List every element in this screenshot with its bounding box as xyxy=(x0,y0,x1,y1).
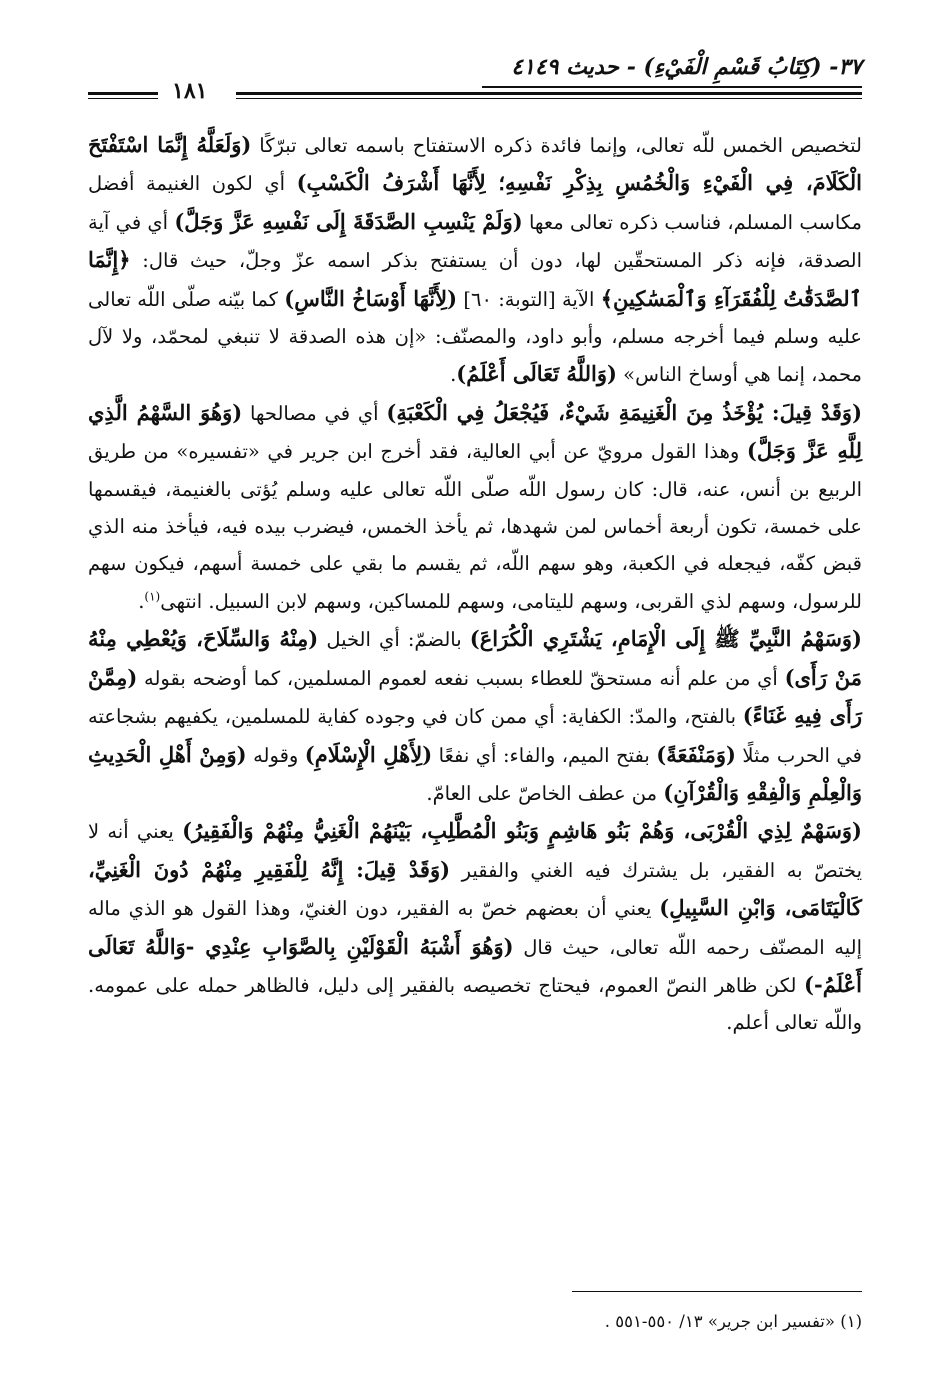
commentary-text: أي لكون الغنيمة أفضل مكاسب المسلم، فناسب ذكره تعالى معها xyxy=(88,172,862,234)
commentary-text: بالضمّ: أي الخيل xyxy=(318,628,470,652)
footnote: (١) «تفسير ابن جرير» ١٣/ ٥٥٠-٥٥١ . xyxy=(604,1312,862,1331)
book-page xyxy=(88,48,862,1348)
quoted-matn: (وَمَنْفَعَةً) xyxy=(656,741,736,767)
paragraph xyxy=(88,394,862,620)
commentary-text: أي في آية الصدقة، فإنه ذكر المستحقّين لها، دون أن يستفتح بذكر اسمه عزّ وجلّ، حيث قال: xyxy=(88,210,862,273)
header-rule-short-thick xyxy=(88,92,158,95)
commentary-text: لتخصيص الخمس للّه تعالى، وإنما فائدة ذكره الاستفتاح باسمه تعالى تبرّكًا xyxy=(251,134,862,157)
commentary-text: أي من علم أنه مستحقّ للعطاء بسبب نفعه لعموم المسلمين، كما أوضحه بقوله xyxy=(137,666,785,690)
commentary-text: أي في مصالحها xyxy=(242,401,387,425)
quoted-matn: (وَقَدْ قِيلَ: يُؤْخَذُ مِنَ الْغَنِيمَةِ شَيْءٌ، فَيُجْعَلُ فِي الْكَعْبَةِ) xyxy=(386,399,863,425)
chapter-title: ٣٧- (كِتَابُ قَسْمِ الْفَيْءِ) - حديث ٤١٤٩ xyxy=(511,54,862,80)
commentary-text: يعني أن بعضهم خصّ به الفقير، دون الغنيّ، وهذا القول هو الذي ماله إليه المصنّف رحمه اللّه تعالى، حيث قال xyxy=(88,897,863,959)
commentary-text: وقوله xyxy=(246,743,305,767)
title-underline xyxy=(482,86,862,88)
quoted-matn: (وَلَمْ يَنْسِبِ الصَّدَقَةَ إِلَى نَفْسِهِ عَزَّ وَجَلَّ) xyxy=(174,208,523,234)
commentary-text: بفتح الميم، والفاء: أي نفعًا xyxy=(432,743,657,767)
quoted-matn: (وَسَهْمُ النَّبِيِّ ﷺ إِلَى الْإِمَامِ، يَشْتَرِي الْكُرَاعَ) xyxy=(469,626,862,652)
quoted-matn: (لِأَهْلِ الْإِسْلَامِ) xyxy=(304,741,433,767)
commentary-text: يعني أنه لا يختصّ به الفقير، بل يشترك فيه الغني والفقير xyxy=(88,820,862,882)
header-rule-short-thin xyxy=(88,98,158,99)
quoted-matn: (وَلَعَلَّهُ إِنَّمَا اسْتَفْتَحَ الْكَلَامَ، فِي الْفَيْءِ وَالْخُمُسِ بِذِكْرِ نَفْسِهِ؛ لِأَنَّهَا أَشْرَفُ الْكَسْبِ) xyxy=(88,132,862,196)
commentary-text: من عطف الخاصّ على العامّ. xyxy=(426,781,664,805)
footnote-ref: (١) xyxy=(144,589,161,604)
commentary-text: بالفتح، والمدّ: الكفاية: أي ممن كان في وجوده كفاية للمسلمين، يكفيهم بشجاعته في الحرب مثلًا xyxy=(88,705,862,767)
commentary-text: . xyxy=(138,589,145,613)
quoted-matn: (وَقَدْ قِيلَ: إِنَّهُ لِلْفَقِيرِ مِنْهُمْ دُونَ الْغَنِيِّ، كَالْيَتَامَى، وَابْنِ السَّبِيلِ) xyxy=(88,856,862,921)
paragraph xyxy=(88,620,862,812)
commentary-text: الآية [التوبة: ٦٠] xyxy=(457,287,601,311)
quoted-matn: ﴿إِنَّمَا ٱلصَّدَقَٰتُ لِلْفُقَرَآءِ وَٱلْمَسَٰكِينِ﴾ xyxy=(88,247,862,311)
quoted-matn: (وَمِنْ أَهْلِ الْحَدِيثِ وَالْعِلْمِ وَالْفِقْهِ وَالْقُرْآنِ) xyxy=(88,741,862,805)
header-rule-thin xyxy=(236,98,862,99)
footnote-separator xyxy=(572,1291,862,1292)
commentary-text: لكن ظاهر النصّ العموم، فيحتاج تخصيصه بالفقير إلى دليل، فالظاهر حمله على عمومه. واللّه تعالى أعلم. xyxy=(88,973,862,1035)
quoted-matn: (وَهُوَ السَّهْمُ الَّذِي لِلَّهِ عَزَّ وَجَلَّ) xyxy=(88,399,863,464)
quoted-matn: (مِمَّنْ رَأَى فِيهِ غَنَاءً) xyxy=(88,664,862,729)
quoted-matn: (لِأَنَّهَا أَوْسَاخُ النَّاسِ) xyxy=(284,285,458,311)
commentary-text: . xyxy=(450,363,457,387)
commentary-text: كما بيّنه صلّى اللّه تعالى عليه وسلم فيما أخرجه مسلم، وأبو داود، والمصنّف: «إن هذه الصدقة لا تنبغي لمحمّد، ولا لآل محمد، إنما هي أوساخ الناس» xyxy=(88,287,862,387)
page-number: ١٨١ xyxy=(172,78,208,104)
quoted-matn: (وَهُوَ أَشْبَهُ الْقَوْلَيْنِ بِالصَّوَابِ عِنْدِي -وَاللَّهُ تَعَالَى أَعْلَمُ-) xyxy=(88,933,862,997)
header-rule-thick xyxy=(236,92,862,95)
paragraph xyxy=(88,812,862,1041)
commentary-text: وهذا القول مرويّ عن أبي العالية، فقد أخرج ابن جرير في «تفسيره» من طريق الربيع بن أنس، عنه، قال: كان رسول اللّه صلّى اللّه تعالى عليه وسلم يُؤتى بالغنيمة، فيقسمها على خمسة، تكون أربعة أخماس لمن شهدها، ثم يأخذ الخمس، فيضرب بيده فيه، فيأخذ منه الذي قبض كفّه، فيجعله في الكعبة، وهو سهم اللّه، ثم يقسم ما بقي على خمسة أسهم، فيكون سهم للرسول، وسهم لذي القربى، وسهم لليتامى، وسهم للمساكين، وسهم لابن السبيل. انتهى xyxy=(88,440,862,613)
paragraph xyxy=(88,126,862,394)
quoted-matn: (مِنْهُ وَالسِّلَاحَ، وَيُعْطِي مِنْهُ مَنْ رَأَى) xyxy=(88,626,862,690)
quoted-matn: (وَسَهْمٌ لِذِي الْقُرْبَى، وَهُمْ بَنُو هَاشِمٍ وَبَنُو الْمُطَّلِبِ، بَيْنَهُمْ الْغَنِيُّ مِنْهُمْ وَالْفَقِيرُ) xyxy=(182,818,862,844)
main-text xyxy=(88,126,862,1042)
quoted-matn: (وَاللَّهُ تَعَالَى أَعْلَمُ) xyxy=(456,361,617,387)
